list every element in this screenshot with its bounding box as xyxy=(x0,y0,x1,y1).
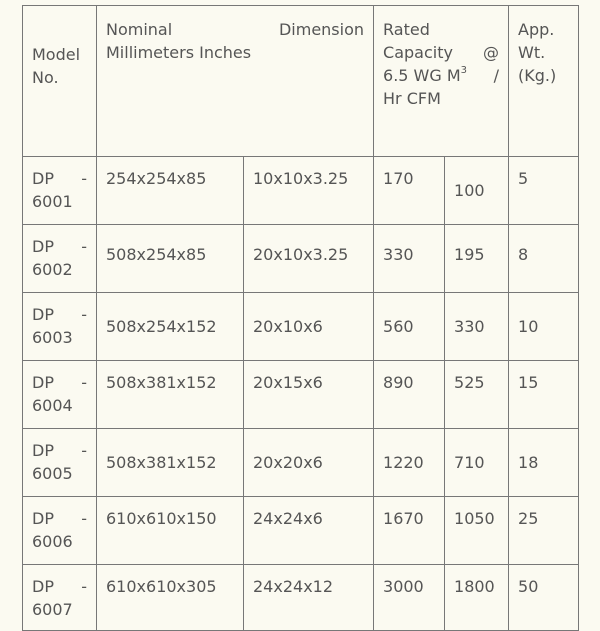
weight-cell: 18 xyxy=(509,429,579,497)
cfm-cell: 100 xyxy=(445,157,509,225)
weight-cell: 5 xyxy=(509,157,579,225)
weight-cell: 15 xyxy=(509,361,579,429)
model-dash: - xyxy=(81,237,87,256)
m3hr-cell: 3000 xyxy=(374,565,445,631)
model-prefix: DP xyxy=(32,509,54,528)
model-number: 6007 xyxy=(32,600,73,619)
cfm-cell: 1800 xyxy=(445,565,509,631)
inches-cell: 24x24x6 xyxy=(244,497,374,565)
table-row xyxy=(23,497,579,565)
table-row xyxy=(23,361,579,429)
mm-cell: 610x610x305 xyxy=(97,565,244,631)
inches-cell: 20x10x6 xyxy=(244,293,374,361)
model-prefix: DP xyxy=(32,237,54,256)
header-dimension xyxy=(97,6,374,157)
weight-cell: 10 xyxy=(509,293,579,361)
model-number: 6003 xyxy=(32,328,73,347)
mm-cell: 508x254x85 xyxy=(97,225,244,293)
mm-cell: 508x381x152 xyxy=(97,361,244,429)
m3hr-cell: 1220 xyxy=(374,429,445,497)
mm-cell: 508x381x152 xyxy=(97,429,244,497)
model-cell xyxy=(23,361,97,429)
model-cell xyxy=(23,497,97,565)
header-dimension-label: Dimension xyxy=(278,20,365,39)
table-row xyxy=(23,225,579,293)
inches-cell: 24x24x12 xyxy=(244,565,374,631)
inches-cell: 10x10x3.25 xyxy=(244,157,374,225)
model-number: 6005 xyxy=(32,464,73,483)
inches-cell: 20x20x6 xyxy=(244,429,374,497)
header-weight xyxy=(509,6,579,157)
table-row xyxy=(23,565,579,631)
header-rated-slash: / xyxy=(493,66,500,85)
inches-cell: 20x15x6 xyxy=(244,361,374,429)
model-cell xyxy=(23,293,97,361)
header-rated-wg: 6.5 WG M xyxy=(383,66,461,85)
m3hr-cell: 890 xyxy=(374,361,445,429)
header-nominal: Nominal xyxy=(106,20,173,39)
table-row xyxy=(23,157,579,225)
header-weight-line2: Wt. xyxy=(518,43,546,62)
model-number: 6001 xyxy=(32,192,73,211)
header-rated-capacity xyxy=(374,6,509,157)
m3hr-cell: 170 xyxy=(374,157,445,225)
model-dash: - xyxy=(81,509,87,528)
header-rated-at: @ xyxy=(483,43,500,62)
m3hr-cell: 560 xyxy=(374,293,445,361)
weight-cell: 50 xyxy=(509,565,579,631)
model-dash: - xyxy=(81,373,87,392)
mm-cell: 610x610x150 xyxy=(97,497,244,565)
header-rated-line4: Hr CFM xyxy=(383,89,441,108)
header-model-line1: Model xyxy=(32,45,81,64)
header-model-line2: No. xyxy=(32,68,59,87)
m3hr-cell: 330 xyxy=(374,225,445,293)
cfm-cell: 1050 xyxy=(445,497,509,565)
header-rated-sup: 3 xyxy=(460,64,468,76)
model-prefix: DP xyxy=(32,373,54,392)
header-rated-line1: Rated xyxy=(383,20,430,39)
cfm-cell: 525 xyxy=(445,361,509,429)
model-dash: - xyxy=(81,169,87,188)
header-weight-line3: (Kg.) xyxy=(518,66,557,85)
model-number: 6004 xyxy=(32,396,73,415)
model-prefix: DP xyxy=(32,169,54,188)
model-cell xyxy=(23,157,97,225)
model-cell xyxy=(23,429,97,497)
header-row xyxy=(23,6,579,157)
cfm-cell: 330 xyxy=(445,293,509,361)
model-dash: - xyxy=(81,577,87,596)
mm-cell: 508x254x152 xyxy=(97,293,244,361)
header-weight-line1: App. xyxy=(518,20,555,39)
table-row xyxy=(23,293,579,361)
model-number: 6002 xyxy=(32,260,73,279)
cfm-cell: 195 xyxy=(445,225,509,293)
model-cell xyxy=(23,565,97,631)
model-dash: - xyxy=(81,305,87,324)
model-dash: - xyxy=(81,441,87,460)
header-model xyxy=(23,6,97,157)
model-prefix: DP xyxy=(32,441,54,460)
weight-cell: 8 xyxy=(509,225,579,293)
table-row xyxy=(23,429,579,497)
specs-table xyxy=(22,5,579,631)
header-units: Millimeters Inches xyxy=(106,43,252,62)
model-number: 6006 xyxy=(32,532,73,551)
model-prefix: DP xyxy=(32,305,54,324)
model-prefix: DP xyxy=(32,577,54,596)
inches-cell: 20x10x3.25 xyxy=(244,225,374,293)
weight-cell: 25 xyxy=(509,497,579,565)
header-rated-capacity-word: Capacity xyxy=(383,43,453,62)
mm-cell: 254x254x85 xyxy=(97,157,244,225)
model-cell xyxy=(23,225,97,293)
cfm-cell: 710 xyxy=(445,429,509,497)
m3hr-cell: 1670 xyxy=(374,497,445,565)
